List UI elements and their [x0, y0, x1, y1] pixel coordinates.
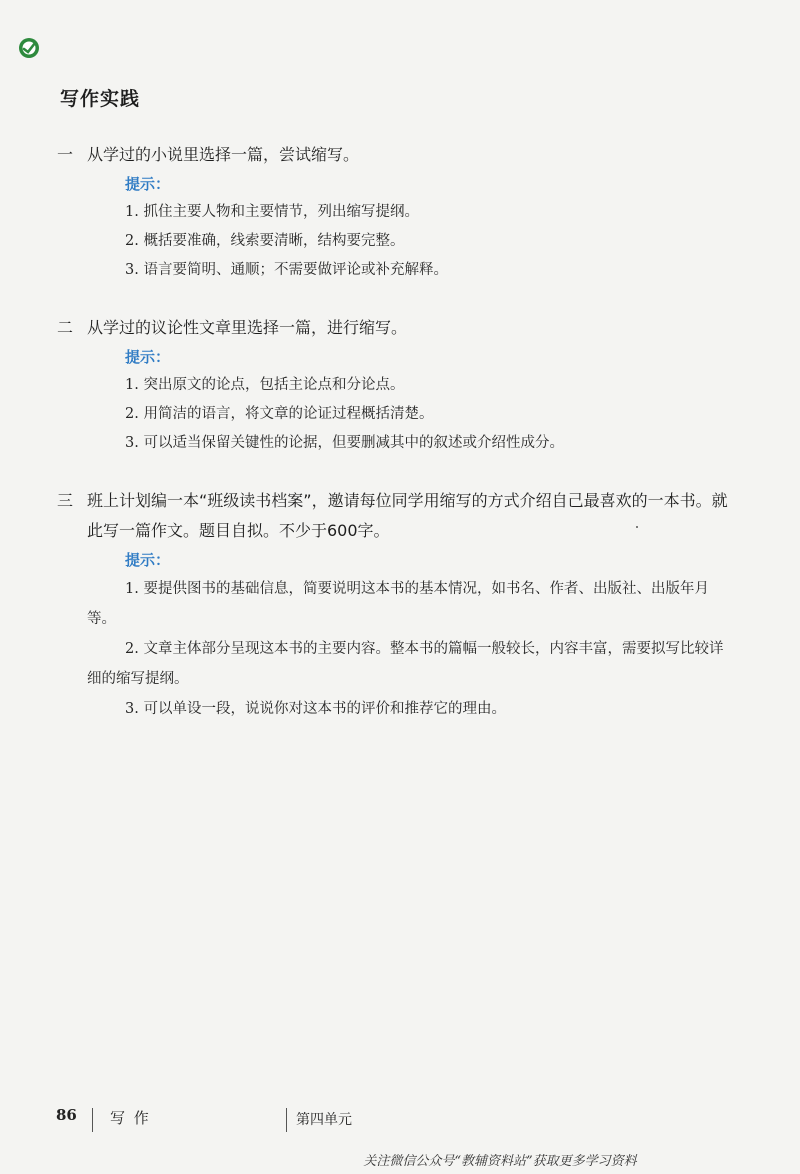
hint-item: 2. 文章主体部分呈现这本书的主要内容。整本书的篇幅一般较长，内容丰富，需要拟写比较详细的缩写提纲。 [87, 641, 724, 687]
hint-item: 1. 抓住主要人物和主要情节，列出缩写提纲。 [125, 204, 419, 220]
hint-item: 3. 可以单设一段，说说你对这本书的评价和推荐它的理由。 [125, 701, 506, 717]
hint-item: 1. 突出原文的论点，包括主论点和分论点。 [125, 377, 405, 393]
watermark-text: 关注微信公众号“教辅资料站”获取更多学习资料 [363, 1154, 637, 1169]
footer-divider [286, 1108, 287, 1132]
hint-label: 提示： [125, 551, 171, 569]
print-speck [636, 526, 638, 528]
hint-item: 3. 语言要简明、通顺；不需要做评论或补充解释。 [125, 262, 448, 278]
hint-item: 2. 概括要准确，线索要清晰，结构要完整。 [125, 233, 405, 249]
footer-divider [92, 1108, 93, 1132]
page-number: 86 [56, 1106, 77, 1124]
hint-label: 提示： [125, 175, 171, 193]
task-number: 一 [57, 145, 74, 164]
task-number: 二 [57, 318, 74, 337]
footer-section-label: 写 作 [110, 1109, 151, 1127]
task-prompt: 班上计划编一本“班级读书档案”，邀请每位同学用缩写的方式介绍自己最喜欢的一本书。就此写一篇作文。题目自拟。不少于600字。 [87, 491, 728, 540]
hint-item: 2. 用简洁的语言，将文章的论证过程概括清楚。 [125, 406, 434, 422]
footer-unit-label: 第四单元 [296, 1112, 352, 1128]
leaf-logo-icon [18, 37, 40, 59]
task-2 [57, 313, 737, 458]
task-3 [57, 486, 737, 724]
task-number: 三 [57, 491, 74, 510]
hint-item: 3. 可以适当保留关键性的论据，但要删减其中的叙述或介绍性成分。 [125, 435, 564, 451]
task-1 [57, 140, 737, 285]
hint-item: 1. 要提供图书的基础信息，简要说明这本书的基本情况，如书名、作者、出版社、出版年月等。 [87, 581, 709, 627]
page-title: 写作实践 [60, 88, 141, 110]
hint-label: 提示： [125, 348, 171, 366]
task-prompt: 从学过的小说里选择一篇，尝试缩写。 [87, 145, 360, 164]
task-prompt: 从学过的议论性文章里选择一篇，进行缩写。 [87, 318, 408, 337]
